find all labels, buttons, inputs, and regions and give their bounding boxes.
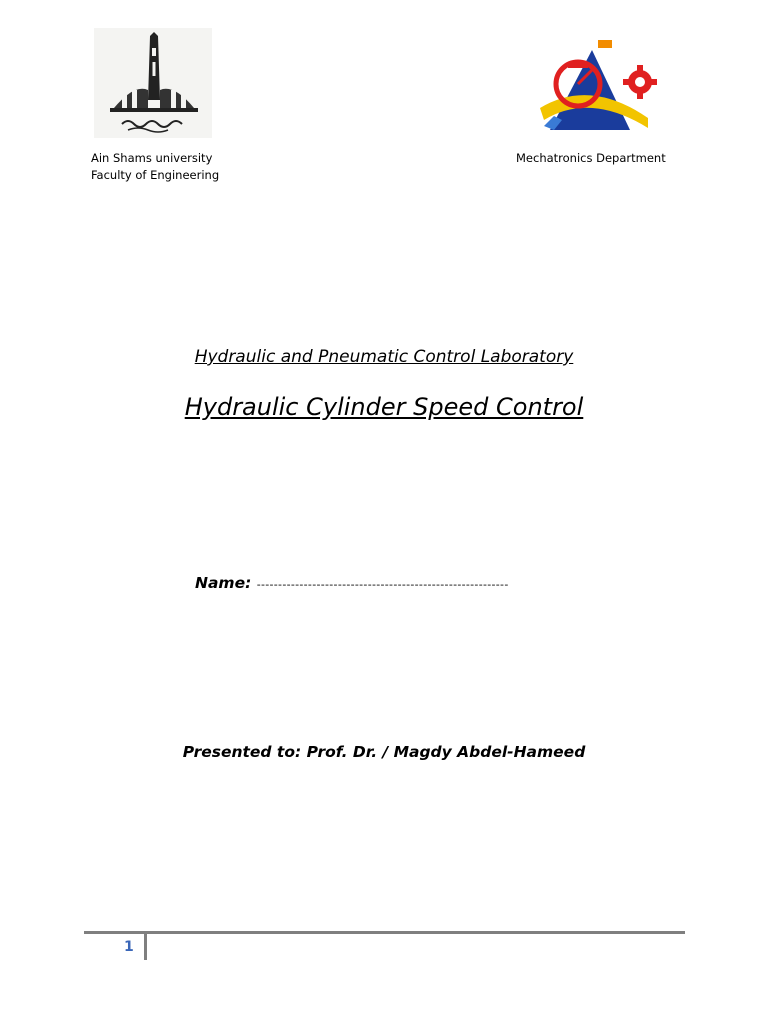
faculty-name: Faculty of Engineering <box>91 168 220 182</box>
department-name: Mechatronics Department <box>516 151 666 165</box>
name-field <box>195 574 509 592</box>
footer-divider <box>144 934 147 960</box>
name-blank-line: ----------------------------------------------------------- <box>256 578 509 591</box>
ain-shams-university-logo-icon <box>94 28 212 138</box>
mechatronics-department-logo-icon <box>530 38 668 138</box>
name-label: Name: <box>195 574 252 592</box>
page-number: 1 <box>124 939 134 955</box>
university-name: Ain Shams university <box>91 151 213 165</box>
document-title: Hydraulic Cylinder Speed Control <box>184 393 584 421</box>
footer-rule <box>84 931 685 934</box>
presented-to-line: Presented to: Prof. Dr. / Magdy Abdel-Hameed <box>182 743 586 761</box>
department-header <box>516 150 666 167</box>
university-header <box>91 150 219 184</box>
lab-subtitle: Hydraulic and Pneumatic Control Laboratory <box>194 347 574 367</box>
